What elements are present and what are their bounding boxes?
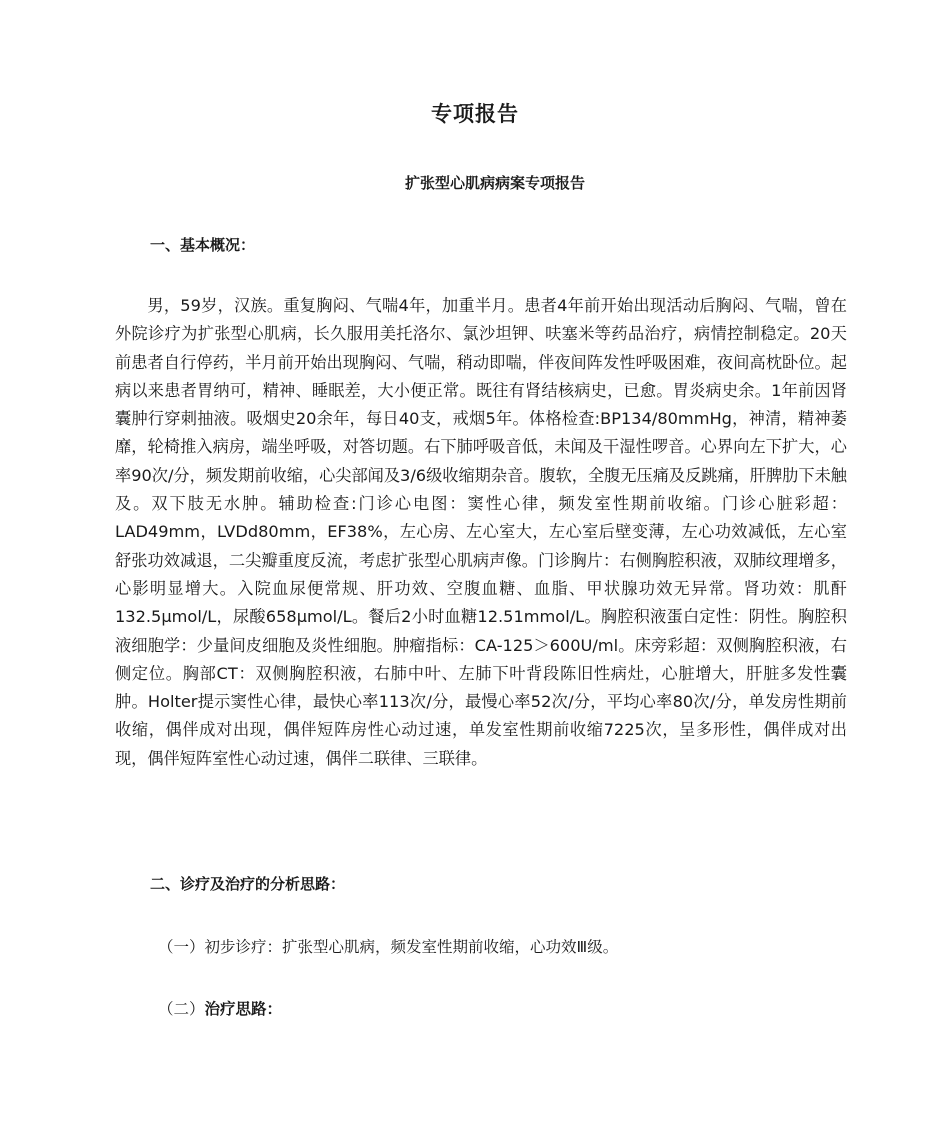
section2-item1 (158, 935, 618, 957)
section2-item1-prefix: （一） (158, 938, 205, 956)
document-title: 专项报告 (431, 102, 519, 126)
document-subtitle: 扩张型心肌病病案专项报告 (404, 174, 585, 192)
section2-heading: 二、诊疗及治疗的分析思路： (150, 875, 346, 893)
section1-body: 男，59岁，汉族。重复胸闷、气喘4年，加重半月。患者4年前开始出现活动后胸闷、气喘，曾在外院诊疗为扩张型心肌病，长久服用美托洛尔、氯沙坦钾、呋塞米等药品治疗，病情控制稳定。20天前患者自行停药，半月前开始出现胸闷、气喘，稍动即喘，伴夜间阵发性呼吸困难，夜间高枕卧位。起病以来患者胃纳可，精神、睡眠差，大小便正常。既往有肾结核病史，已愈。胃炎病史余。1年前因肾囊肿行穿刺抽液。吸烟史20余年，每日40支，戒烟5年。体格检查:BP134/80mmHg，神清，精神萎靡，轮椅推入病房，端坐呼吸，对答切题。右下肺呼吸音低，未闻及干湿性啰音。心界向左下扩大，心率90次/分，频发期前收缩，心尖部闻及3/6级收缩期杂音。腹软，全腹无压痛及反跳痛，肝脾肋下未触及。双下肢无水肿。辅助检查:门诊心电图：窦性心律，频发室性期前收缩。门诊心脏彩超：LAD49mm，LVDd80mm，EF38%，左心房、左心室大，左心室后壁变薄，左心功效减低，左心室舒张功效减退，二尖瓣重度反流，考虑扩张型心肌病声像。门诊胸片：右侧胸腔积液，双肺纹理增多，心影明显增大。入院血尿便常规、肝功效、空腹血糖、血脂、甲状腺功效无异常。肾功效：肌酐132.5μmol/L，尿酸658μmol/L。餐后2小时血糖12.51mmol/L。胸腔积液蛋白定性：阴性。胸腔积液细胞学：少量间皮细胞及炎性细胞。肿瘤指标：CA-125＞600U/ml。床旁彩超：双侧胸腔积液，右侧定位。胸部CT：双侧胸腔积液，右肺中叶、左肺下叶背段陈旧性病灶，心脏增大，肝脏多发性囊肿。Holter提示窦性心律，最快心率113次/分，最慢心率52次/分，平均心率80次/分，单发房性期前收缩，偶伴成对出现，偶伴短阵房性心动过速，单发室性期前收缩7225次，呈多形性，偶伴成对出现，偶伴短阵室性心动过速，偶伴二联律、三联律。 (115, 296, 847, 768)
section2-item1-text: 初步诊疗：扩张型心肌病，频发室性期前收缩，心功效Ⅲ级。 (204, 938, 619, 956)
section2-item2 (158, 997, 282, 1019)
section1-heading: 一、基本概况： (150, 236, 256, 254)
section2-item2-text: 治疗思路： (204, 1000, 283, 1018)
section2-item2-prefix: （二） (158, 1000, 205, 1018)
